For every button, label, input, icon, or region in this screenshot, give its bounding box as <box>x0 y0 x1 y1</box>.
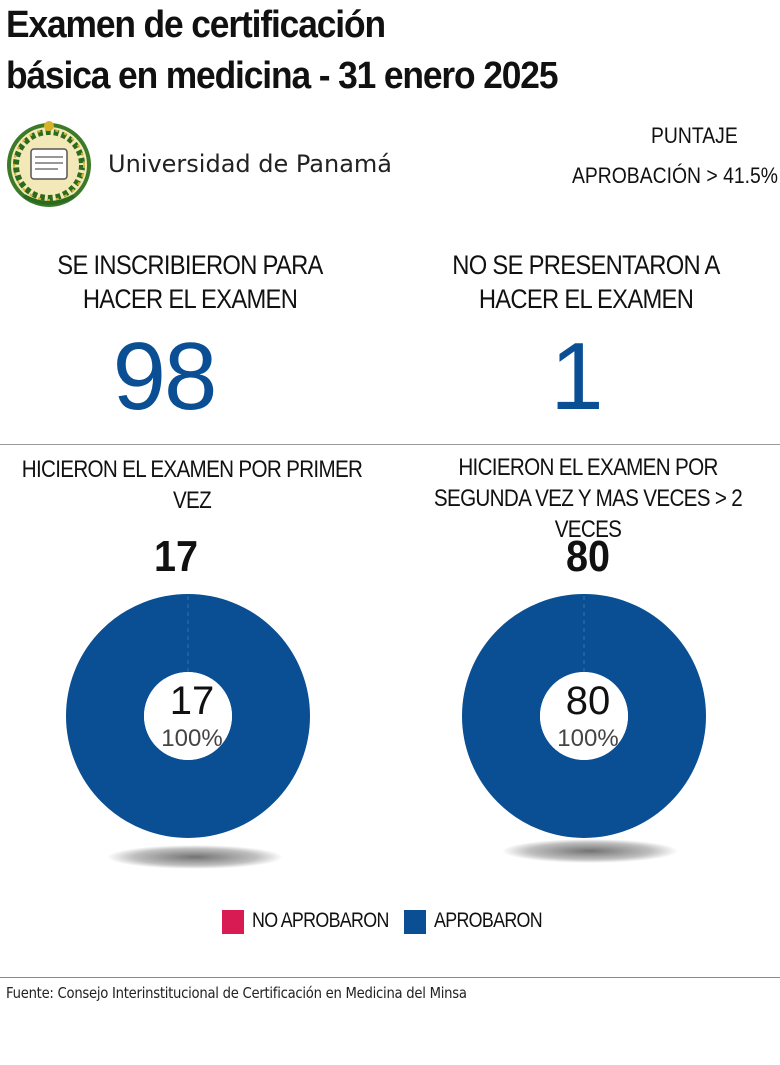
chart-1-center-percent: 100% <box>161 725 223 752</box>
source-note: Fuente: Consejo Interinstitucional de Certificación en Medicina del Minsa <box>6 984 467 1002</box>
chart-1-donut <box>105 594 271 799</box>
chart-2-center-value: 80 <box>565 679 611 723</box>
chart-1-total: 17 <box>153 532 199 581</box>
passing-score-label: PUNTAJE <box>651 123 738 148</box>
stat-absent-value: 1 <box>550 323 602 430</box>
chart-2-shadow <box>502 839 678 863</box>
title-line-2: básica en medicina - 31 enero 2025 <box>6 55 558 97</box>
university-name: Universidad de Panamá <box>108 150 392 178</box>
source-divider <box>0 977 780 978</box>
title-line-1: Examen de certificación <box>6 4 385 46</box>
chart-1-shadow <box>107 845 283 869</box>
legend-label-no-aprobaron: NO APROBARON <box>252 909 389 932</box>
chart-2-center-percent: 100% <box>557 725 619 752</box>
chart-2-total: 80 <box>565 532 611 581</box>
legend-swatch-no-aprobaron <box>222 910 244 934</box>
legend-swatch-aprobaron <box>404 910 426 934</box>
stat-registered-value: 98 <box>112 323 216 430</box>
stat-absent-label: NO SE PRESENTARON A HACER EL EXAMEN <box>452 250 720 314</box>
passing-score-value: APROBACIÓN > 41.5% <box>571 163 778 188</box>
legend-label-aprobaron: APROBARON <box>434 909 542 932</box>
chart-2-title: HICIERON EL EXAMEN POR SEGUNDA VEZ Y MAS VECES > 2 VECES <box>433 454 743 543</box>
chart-2-donut <box>501 594 667 799</box>
chart-1-title: HICIERON EL EXAMEN POR PRIMER VEZ <box>21 456 363 514</box>
stat-registered-label: SE INSCRIBIERON PARA HACER EL EXAMEN <box>57 250 323 314</box>
chart-1-center-value: 17 <box>169 679 215 723</box>
